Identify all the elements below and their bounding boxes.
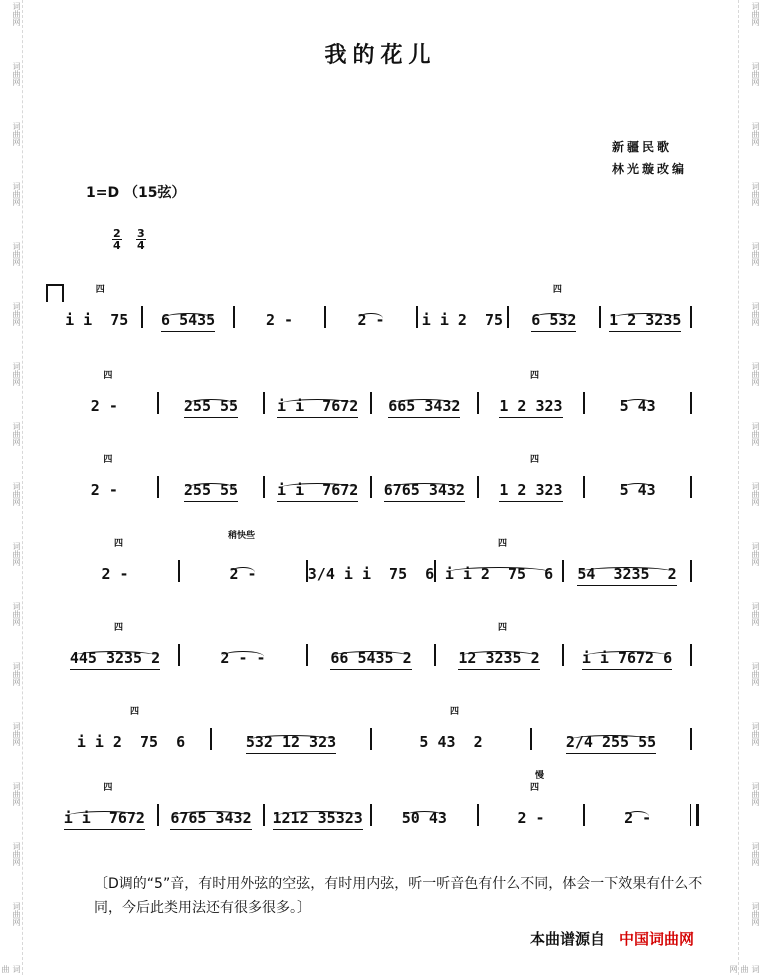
- measure: [58, 292, 135, 332]
- measure: [421, 292, 504, 332]
- watermark-text: 词曲网: [12, 662, 21, 686]
- string-marking: 四: [103, 455, 113, 465]
- barline: [690, 392, 692, 414]
- watermark-text: 词曲网: [751, 2, 760, 26]
- score-line: [50, 623, 710, 670]
- barline: [477, 476, 479, 498]
- slur-mark: [584, 651, 670, 662]
- measure-notes: 5 43 2: [419, 733, 483, 751]
- measure: [165, 462, 258, 502]
- watermark-text: 词曲网: [751, 842, 760, 866]
- slur-mark: [386, 483, 463, 494]
- measure-notes: i i 2 75 6: [76, 733, 186, 751]
- string-marking: 四: [114, 623, 124, 633]
- string-marking: 四: [498, 539, 508, 549]
- watermark-text: 词曲网: [751, 302, 760, 326]
- measure-notes: 5 43: [619, 481, 656, 499]
- right-watermark-strip: [729, 0, 761, 975]
- measure-notes: 1212 35323: [273, 809, 363, 830]
- measure-notes: i i 7672 6: [582, 649, 672, 670]
- credit-origin: 新疆民歌: [612, 140, 673, 154]
- measure-notes: 255 55: [184, 481, 238, 502]
- barline: [370, 728, 372, 750]
- footnote: 〔D调的“5”音，有时用外弦的空弦，有时用内弦，听一听音色有什么不同，体会一下效果有什么不同，今后此类用法还有很多很多。〕: [94, 876, 703, 916]
- barline: [210, 728, 212, 750]
- slur-mark: [332, 651, 409, 662]
- source-brand[interactable]: 中国词曲网: [619, 930, 695, 948]
- string-marking: 四: [530, 455, 540, 465]
- slur-mark: [275, 811, 361, 822]
- watermark-text: 词曲网: [12, 602, 21, 626]
- source-credit: [530, 928, 694, 949]
- barline: [690, 560, 692, 582]
- measure-notes: 255 55: [184, 397, 238, 418]
- measure-notes: 12 3235 2: [458, 649, 539, 670]
- measure: [58, 462, 151, 502]
- measure-notes: 2 -: [624, 809, 652, 827]
- barline: [370, 476, 372, 498]
- watermark-text: 词曲网: [12, 782, 21, 806]
- slur-mark: [404, 811, 445, 822]
- barline: [599, 306, 601, 328]
- barline: [477, 392, 479, 414]
- watermark-text: 词曲网: [751, 662, 760, 686]
- slur-mark: [163, 313, 213, 324]
- watermark-text: 词曲网: [12, 422, 21, 446]
- measure-notes: 5 43: [619, 397, 656, 415]
- barline: [583, 392, 585, 414]
- watermark-text: 词曲网: [12, 302, 21, 326]
- measure: [186, 630, 300, 670]
- measure: [570, 546, 684, 586]
- slur-mark: [611, 313, 679, 324]
- slur-mark: [622, 399, 654, 410]
- barline: [507, 306, 509, 328]
- barline: [178, 560, 180, 582]
- measure: [58, 790, 151, 830]
- key-signature: 1=D （15弦）: [86, 185, 186, 201]
- measure: [485, 790, 578, 830]
- measure: [271, 378, 364, 418]
- slur-mark: [579, 567, 674, 578]
- measure: [271, 790, 364, 830]
- watermark-text: 词曲网: [751, 782, 760, 806]
- measure: [591, 462, 684, 502]
- measure-notes: 6 532: [531, 311, 576, 332]
- barline: [370, 804, 372, 826]
- string-marking: 四: [114, 539, 124, 549]
- measure: [271, 462, 364, 502]
- measure-notes: 1 2 323: [499, 481, 562, 502]
- measure-notes: i i 7672: [64, 809, 145, 830]
- watermark-text: 词曲网: [12, 362, 21, 386]
- watermark-text: 词曲网: [12, 62, 21, 86]
- string-marking: 四: [450, 707, 460, 717]
- measure: [378, 790, 471, 830]
- measure: [58, 714, 204, 754]
- barline: [141, 306, 143, 328]
- string-marking: 四: [130, 707, 140, 717]
- measure-notes: i i 2 75: [421, 311, 504, 329]
- slur-mark: [66, 811, 143, 822]
- time-signature-a: [112, 228, 122, 251]
- slur-mark: [533, 313, 574, 324]
- slur-mark: [460, 651, 537, 662]
- score-line: [50, 707, 710, 754]
- measure: [165, 790, 258, 830]
- measure: [307, 546, 435, 586]
- measure-notes: 6765 3432: [170, 809, 251, 830]
- string-marking: 四: [552, 285, 562, 295]
- watermark-text: 词曲网: [12, 242, 21, 266]
- measure-notes: 2 -: [229, 565, 257, 583]
- watermark-text: 词曲网: [751, 62, 760, 86]
- barline: [263, 476, 265, 498]
- credit-arranger: 林光璇改编: [612, 162, 688, 176]
- barline: [562, 560, 564, 582]
- watermark-text: 词曲: [1, 964, 21, 973]
- measure-notes: 54 3235 2: [577, 565, 676, 586]
- measure: [165, 378, 258, 418]
- slur-mark: [222, 651, 263, 662]
- slur-mark: [231, 567, 254, 578]
- measure: [332, 292, 409, 332]
- slur-mark: [248, 735, 334, 746]
- song-title: 我的花儿: [324, 42, 437, 68]
- score-line: [50, 783, 710, 830]
- barline: [157, 804, 159, 826]
- time-signature-numerator: 3: [137, 227, 145, 240]
- measure-notes: i i 7672: [277, 481, 358, 502]
- slur-mark: [359, 313, 382, 324]
- barline: [416, 306, 418, 328]
- measure: [149, 292, 226, 332]
- watermark-text: 词曲网: [12, 482, 21, 506]
- measure: [58, 630, 172, 670]
- measure-notes: 2 -: [266, 311, 294, 329]
- slur-mark: [72, 651, 158, 662]
- measure: [442, 546, 556, 586]
- slur-mark: [279, 483, 356, 494]
- measure-notes: 1 2 323: [499, 397, 562, 418]
- watermark-text: 词曲网: [751, 362, 760, 386]
- barline: [583, 476, 585, 498]
- score-line: [50, 285, 710, 332]
- barline: [690, 728, 692, 750]
- measure-notes: i i 75: [65, 311, 129, 329]
- barline: [477, 804, 479, 826]
- score-line: [50, 371, 710, 418]
- measure-notes: 445 3235 2: [70, 649, 160, 670]
- barline: [306, 644, 308, 666]
- time-signature-denominator: 4: [113, 239, 121, 252]
- watermark-text: 词曲网: [12, 722, 21, 746]
- watermark-text: 词曲网: [751, 902, 760, 926]
- barline: [263, 804, 265, 826]
- source-label: 本曲谱源自: [530, 930, 606, 948]
- barline: [690, 306, 692, 328]
- string-marking: 四: [103, 371, 113, 381]
- measure: [485, 378, 578, 418]
- measure: [378, 714, 524, 754]
- measure: [607, 292, 684, 332]
- measure: [241, 292, 318, 332]
- barline: [263, 392, 265, 414]
- measure: [515, 292, 592, 332]
- measure: [570, 630, 684, 670]
- slur-mark: [622, 483, 654, 494]
- string-marking: 四: [103, 783, 113, 793]
- measure: [58, 546, 172, 586]
- string-marking: 四: [95, 285, 105, 295]
- measure-notes: 2 -: [517, 809, 545, 827]
- barline: [157, 476, 159, 498]
- measure-notes: 532 12 323: [246, 733, 336, 754]
- barline: [690, 644, 692, 666]
- time-signature-numerator: 2: [113, 227, 121, 240]
- measure-notes: 665 3432: [388, 397, 460, 418]
- measure: [442, 630, 556, 670]
- watermark-text: 词曲网: [751, 122, 760, 146]
- watermark-text: 词曲网: [12, 842, 21, 866]
- measure-notes: i i 7672: [277, 397, 358, 418]
- barline: [324, 306, 326, 328]
- slur-mark: [626, 811, 649, 822]
- watermark-text: 词曲网: [751, 722, 760, 746]
- measure-notes: 6765 3432: [384, 481, 465, 502]
- measure: [538, 714, 684, 754]
- watermark-text: 词曲网: [12, 542, 21, 566]
- measure-notes: 2 -: [357, 311, 385, 329]
- barline: [157, 392, 159, 414]
- measure-notes: 2/4 255 55: [566, 733, 656, 754]
- measure: [314, 630, 428, 670]
- slur-mark: [172, 811, 249, 822]
- measure: [186, 546, 300, 586]
- measure: [591, 378, 684, 418]
- slur-mark: [447, 567, 551, 578]
- barline: [434, 560, 436, 582]
- measure-notes: 2 - -: [220, 649, 266, 667]
- watermark-text: 词曲网: [751, 542, 760, 566]
- barline: [530, 728, 532, 750]
- measure-notes: 50 43: [401, 809, 447, 827]
- string-marking: 四: [530, 783, 540, 793]
- measure-notes: 66 5435 2: [330, 649, 411, 670]
- tempo-marking: 稍快些: [228, 531, 256, 541]
- slur-mark: [390, 399, 458, 410]
- string-marking: 四: [530, 371, 540, 381]
- watermark-text: 词曲网: [751, 422, 760, 446]
- string-marking: 四: [498, 623, 508, 633]
- barline: [690, 476, 692, 498]
- slur-mark: [186, 399, 236, 410]
- barline: [583, 804, 585, 826]
- measure: [485, 462, 578, 502]
- slur-mark: [568, 735, 654, 746]
- score-line: [50, 539, 710, 586]
- measure-notes: 6 5435: [161, 311, 215, 332]
- watermark-text: 词曲网: [12, 182, 21, 206]
- watermark-text: 词曲网: [12, 2, 21, 26]
- measure-notes: 2 -: [101, 565, 129, 583]
- measure-notes: 2 -: [90, 397, 118, 415]
- measure: [58, 378, 151, 418]
- time-signature-b: [136, 228, 146, 251]
- watermark-text: 词曲网: [12, 122, 21, 146]
- watermark-text: 词曲网: [751, 602, 760, 626]
- measure-notes: 3/4 i i 75 6: [307, 565, 435, 583]
- left-watermark-strip: [0, 0, 23, 975]
- measure-notes: 1 2 3235: [609, 311, 681, 332]
- barline: [233, 306, 235, 328]
- barline: [434, 644, 436, 666]
- watermark-text: 词曲网: [751, 242, 760, 266]
- watermark-text: 词曲网: [751, 482, 760, 506]
- watermark-text: 词曲网: [729, 964, 760, 973]
- score-line: [50, 455, 710, 502]
- measure: [591, 790, 684, 830]
- measure: [378, 378, 471, 418]
- measure: [378, 462, 471, 502]
- slow-marking: 慢: [535, 771, 545, 781]
- time-signature-denominator: 4: [137, 239, 145, 252]
- barline: [178, 644, 180, 666]
- slur-mark: [186, 483, 236, 494]
- barline: [370, 392, 372, 414]
- slur-mark: [279, 399, 356, 410]
- watermark-text: 词曲网: [751, 182, 760, 206]
- measure: [218, 714, 364, 754]
- watermark-text: 词曲网: [12, 902, 21, 926]
- measure-notes: 2 -: [90, 481, 118, 499]
- barline: [690, 804, 699, 826]
- measure-notes: i i 2 75 6: [444, 565, 554, 583]
- barline: [562, 644, 564, 666]
